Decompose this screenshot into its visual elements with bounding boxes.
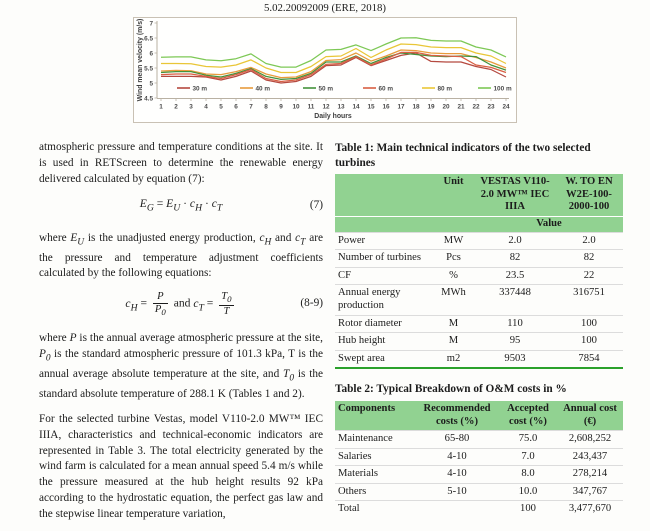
table-cell: 7854 xyxy=(555,350,623,368)
eq89-frac1-numerator: P xyxy=(153,291,168,303)
table1-value-row xyxy=(335,216,623,232)
table-cell: 82 xyxy=(475,250,555,268)
table-cell: 278,214 xyxy=(557,466,623,484)
table1-header-unit: Unit xyxy=(432,174,475,216)
table-cell: 100 xyxy=(555,315,623,333)
chart-series-100-m xyxy=(161,38,506,67)
equation-7-body: $E_G = E_U \cdot c_H \cdot c_T$ xyxy=(139,197,223,214)
table-cell: M xyxy=(432,333,475,351)
legend-label: 30 m xyxy=(192,85,208,93)
table-row xyxy=(335,267,623,285)
article-paragraph-1: atmospheric pressure and temperature conditions at the site. It is used in RETScreen to determine the renewable energy delivered calculated by equation (7): xyxy=(39,141,323,185)
table-cell: 2.0 xyxy=(475,232,555,250)
x-tick-label: 18 xyxy=(412,103,420,111)
table1-header-w2e: W. TO EN W2E-100-2000-100 xyxy=(555,174,623,216)
figure-caption: 5.02.20092009 (ERE, 2018) xyxy=(263,2,387,14)
table-row xyxy=(335,431,623,449)
table-row xyxy=(335,466,623,484)
table-cell: % xyxy=(432,267,475,285)
table-cell: 110 xyxy=(475,315,555,333)
table-row xyxy=(335,232,623,250)
table-cell: 10.0 xyxy=(499,483,557,501)
table-cell: 243,437 xyxy=(557,448,623,466)
table-row xyxy=(335,350,623,368)
table-cell: Annual energy production xyxy=(335,285,432,315)
table-cell: Materials xyxy=(335,466,415,484)
x-tick-label: 17 xyxy=(397,103,405,111)
table2-header-annual: Annual cost (€) xyxy=(557,401,623,431)
table1-value-blank2 xyxy=(432,216,475,232)
table-cell: 100 xyxy=(499,501,557,518)
table-cell: 8.0 xyxy=(499,466,557,484)
table-row xyxy=(335,250,623,268)
x-tick-label: 24 xyxy=(502,103,510,111)
table-cell: 75.0 xyxy=(499,431,557,449)
table-cell: 2.0 xyxy=(555,232,623,250)
table2-header-recommended: Recommended costs (%) xyxy=(415,401,499,431)
article-paragraph-2: where $E_U$ is the unadjusted energy production, $c_H$ and $c_T$ are the pressure and temperature adjustment coefficients calculated by the following equations: xyxy=(39,231,323,280)
x-tick-label: 20 xyxy=(442,103,450,111)
eq89-frac1-denominator: $P_0$ xyxy=(154,303,166,317)
table-cell: 9503 xyxy=(475,350,555,368)
table-cell: 316751 xyxy=(555,285,623,315)
table-row xyxy=(335,501,623,518)
table-cell: Salaries xyxy=(335,448,415,466)
table-cell: 23.5 xyxy=(475,267,555,285)
table-cell: 2,608,252 xyxy=(557,431,623,449)
x-tick-label: 22 xyxy=(472,103,480,111)
table-cell: Others xyxy=(335,483,415,501)
table-cell: Swept area xyxy=(335,350,432,368)
legend-label: 60 m xyxy=(378,85,394,93)
equation-7-number: (7) xyxy=(309,199,323,212)
y-axis-title: Wind mean velocity (m/s) xyxy=(137,18,144,102)
table1-caption: Table 1: Main technical indicators of the two selected turbines xyxy=(335,142,591,169)
table-cell: Pcs xyxy=(432,250,475,268)
eq89-fraction-2 xyxy=(219,291,233,317)
table-cell: 347,767 xyxy=(557,483,623,501)
table1-header-row xyxy=(335,174,623,216)
chart-series-30-m xyxy=(161,53,506,83)
table2-header-accepted: Accepted cost (%) xyxy=(499,401,557,431)
table-row xyxy=(335,483,623,501)
table-cell: 7.0 xyxy=(499,448,557,466)
equation-8-9 xyxy=(39,291,323,317)
wind-velocity-chart xyxy=(134,18,516,122)
table2-header-row xyxy=(335,401,623,431)
x-tick-label: 8 xyxy=(264,103,268,111)
om-costs-table xyxy=(335,401,623,518)
x-tick-label: 16 xyxy=(382,103,390,111)
table-cell: Maintenance xyxy=(335,431,415,449)
table-cell: 95 xyxy=(475,333,555,351)
technical-indicators-table xyxy=(335,174,623,369)
x-tick-label: 11 xyxy=(307,103,315,111)
table2-header-components: Components xyxy=(335,401,415,431)
article-text-column xyxy=(39,140,323,531)
table-cell: MWh xyxy=(432,285,475,315)
x-tick-label: 12 xyxy=(322,103,330,111)
table-row xyxy=(335,448,623,466)
chart-series-80-m xyxy=(161,44,506,73)
table1-header-blank xyxy=(335,174,432,216)
table-cell: Total xyxy=(335,501,415,518)
table-row xyxy=(335,285,623,315)
x-tick-label: 9 xyxy=(279,103,283,111)
x-tick-label: 4 xyxy=(204,103,208,111)
table-cell: Number of turbines xyxy=(335,250,432,268)
eq89-lhs1: $c_H$ = xyxy=(125,296,147,314)
table-cell: Rotor diameter xyxy=(335,315,432,333)
y-tick-label: 5 xyxy=(149,80,153,88)
table-cell: 3,477,670 xyxy=(557,501,623,518)
table1-header-vestas: VESTAS V110-2.0 MW™ IEC IIIA xyxy=(475,174,555,216)
legend-label: 80 m xyxy=(437,85,453,93)
x-tick-label: 1 xyxy=(159,103,163,111)
eq89-fraction-1 xyxy=(153,291,168,317)
x-tick-label: 21 xyxy=(457,103,465,111)
x-tick-label: 5 xyxy=(219,103,223,111)
table-cell: MW xyxy=(432,232,475,250)
table2-caption: Table 2: Typical Breakdown of O&M costs in % xyxy=(335,383,567,396)
equation-8-9-number: (8-9) xyxy=(300,297,323,310)
table-cell: 65-80 xyxy=(415,431,499,449)
eq89-frac2-denominator: T xyxy=(223,305,230,317)
x-tick-label: 15 xyxy=(367,103,375,111)
table-cell: CF xyxy=(335,267,432,285)
table-cell: Power xyxy=(335,232,432,250)
x-tick-label: 2 xyxy=(174,103,178,111)
table-cell: 4-10 xyxy=(415,448,499,466)
eq89-frac2-numerator: $T_0$ xyxy=(221,291,232,305)
table-cell: 22 xyxy=(555,267,623,285)
tables-column xyxy=(335,141,623,518)
x-tick-label: 3 xyxy=(189,103,193,111)
y-tick-label: 6.5 xyxy=(144,35,153,43)
y-tick-label: 5.5 xyxy=(144,65,153,73)
eq89-and: and xyxy=(173,296,191,310)
y-tick-label: 6 xyxy=(149,50,153,58)
x-tick-label: 10 xyxy=(292,103,300,111)
table-row xyxy=(335,333,623,351)
article-paragraph-4: For the selected turbine Vestas, model V110-2.0 MW™ IEC IIIA, characteristics and technical-economic indicators are represented in Table 3. The total electricity generated by the wind farm is calculated for a mean annual speed 5.4 m/s while the pressure measured at the hub height results 92 kPa according to the hydrostatic equation, the perfect gas law and the stepwise linear temperature variation, xyxy=(39,412,323,520)
legend-label: 40 m xyxy=(255,85,271,93)
table1-value-label: Value xyxy=(475,216,623,232)
table-cell: 100 xyxy=(555,333,623,351)
table-cell: 82 xyxy=(555,250,623,268)
x-tick-label: 7 xyxy=(249,103,253,111)
table-cell: Hub height xyxy=(335,333,432,351)
table-row xyxy=(335,315,623,333)
x-tick-label: 14 xyxy=(352,103,360,111)
x-tick-label: 23 xyxy=(487,103,495,111)
wind-velocity-figure xyxy=(133,17,517,123)
x-tick-label: 6 xyxy=(234,103,238,111)
table-cell: 337448 xyxy=(475,285,555,315)
legend-label: 50 m xyxy=(318,85,334,93)
x-axis-title: Daily hours xyxy=(314,113,352,120)
legend-label: 100 m xyxy=(493,85,512,93)
table-cell: m2 xyxy=(432,350,475,368)
x-tick-label: 19 xyxy=(427,103,435,111)
eq89-lhs2: $c_T$ = xyxy=(193,296,214,314)
y-tick-label: 7 xyxy=(149,20,153,28)
table-cell: M xyxy=(432,315,475,333)
y-tick-label: 4.5 xyxy=(144,95,153,103)
equation-7 xyxy=(39,196,323,216)
x-tick-label: 13 xyxy=(337,103,345,111)
table1-value-blank1 xyxy=(335,216,432,232)
article-paragraph-3: where P is the annual average atmospheric pressure at the site, $P_0$ is the standard atmospheric pressure of 101.3 kPa, T is the annual average absolute temperature at the site, and $T_0$ is the standard absolute temperature of 288.1 K (Tables 1 and 2). xyxy=(39,332,323,401)
table-cell: 4-10 xyxy=(415,466,499,484)
table-cell: 5-10 xyxy=(415,483,499,501)
table-cell xyxy=(415,501,499,518)
